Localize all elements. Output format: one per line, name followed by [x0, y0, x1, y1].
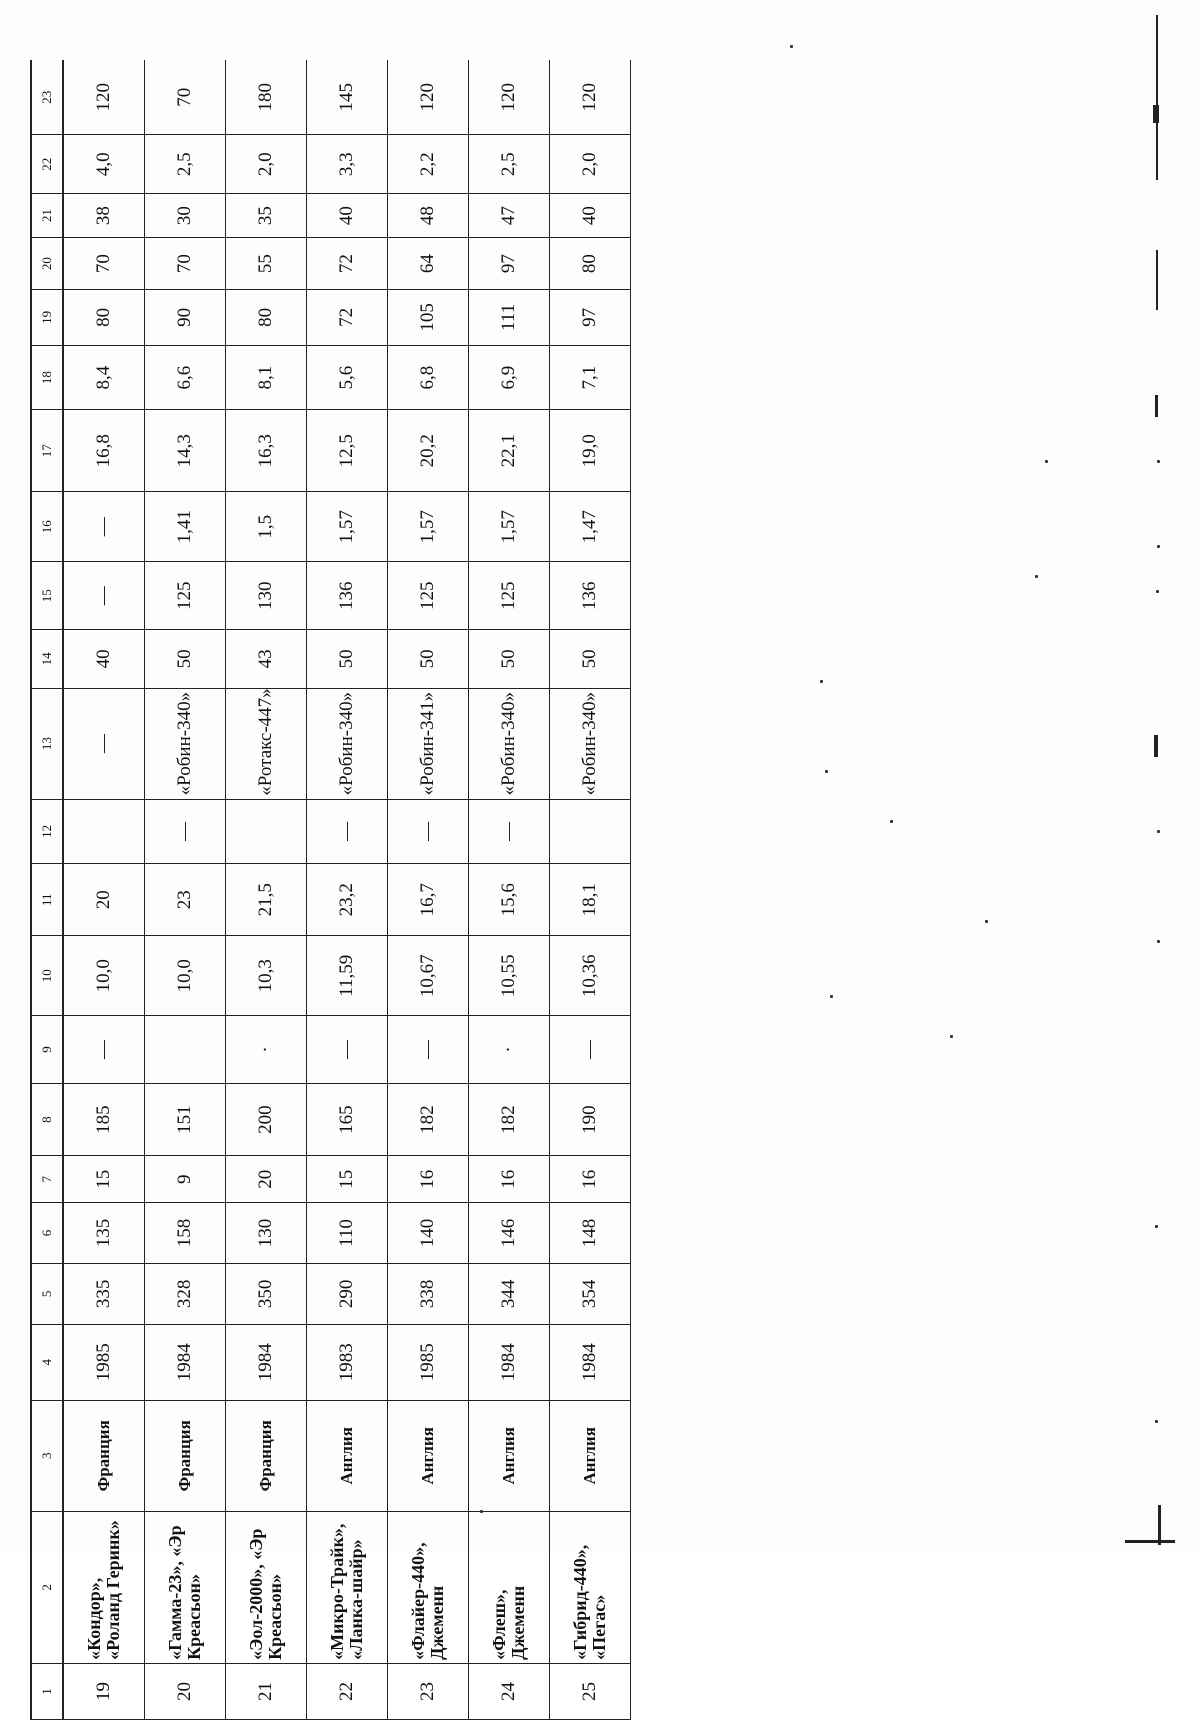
table-cell: Англия	[550, 1400, 631, 1511]
table-cell: 350	[226, 1263, 307, 1324]
scan-line-mark	[1156, 15, 1158, 180]
scan-dot	[1045, 460, 1048, 463]
table-cell: 20,2	[388, 410, 469, 492]
table-cell: 1,57	[388, 492, 469, 562]
table-cell: ·	[469, 1016, 550, 1084]
table-cell: 200	[226, 1083, 307, 1156]
table-cell: 105	[388, 289, 469, 345]
table-cell: 135	[63, 1203, 145, 1264]
table-cell: —	[63, 492, 145, 562]
table-cell: 190	[550, 1083, 631, 1156]
table-cell: «Эол-2000», «Эр Креасьон»	[226, 1511, 307, 1663]
table-cell: 30	[145, 193, 226, 237]
table-cell: 16	[469, 1156, 550, 1203]
table-cell: 8,4	[63, 345, 145, 409]
table-cell: 338	[388, 1263, 469, 1324]
table-row	[469, 60, 550, 1720]
table-cell: 125	[388, 562, 469, 630]
column-header-17: 17	[31, 410, 63, 492]
table-cell: 1,5	[226, 492, 307, 562]
table-cell: «Микро-Трайк», «Ланка-шайр»	[307, 1511, 388, 1663]
table-cell: Франция	[145, 1400, 226, 1511]
table-cell: 1984	[145, 1324, 226, 1400]
table-cell: 21	[226, 1663, 307, 1719]
scan-dot	[1035, 575, 1038, 578]
table-cell: ·	[226, 1016, 307, 1084]
table-cell: 1985	[388, 1324, 469, 1400]
table-cell: 55	[226, 238, 307, 289]
table-cell: 70	[145, 238, 226, 289]
table-cell: 1984	[226, 1324, 307, 1400]
table-cell: 165	[307, 1083, 388, 1156]
table-cell: 9	[145, 1156, 226, 1203]
table-cell: 335	[63, 1263, 145, 1324]
table-cell: 23,2	[307, 864, 388, 937]
table-cell: 145	[307, 60, 388, 135]
table-row	[550, 60, 631, 1720]
table-cell: 1,41	[145, 492, 226, 562]
table-cell: 290	[307, 1263, 388, 1324]
table-cell: 130	[226, 562, 307, 630]
table-cell: 47	[469, 193, 550, 237]
scan-corner-mark	[1158, 1505, 1161, 1545]
table-cell: 136	[550, 562, 631, 630]
table-cell: 1,57	[469, 492, 550, 562]
table-cell: 10,3	[226, 936, 307, 1016]
header-row	[31, 60, 63, 1720]
table-cell: 10,0	[63, 936, 145, 1016]
table-cell: 16,8	[63, 410, 145, 492]
table-cell: 40	[550, 193, 631, 237]
table-cell: «Кондор», «Роланд Геринк»	[63, 1511, 145, 1663]
table-cell: 354	[550, 1263, 631, 1324]
scan-dot	[950, 1035, 953, 1038]
table-cell: —	[307, 799, 388, 863]
table-cell: 80	[63, 289, 145, 345]
table-cell: 19,0	[550, 410, 631, 492]
column-header-5: 5	[31, 1263, 63, 1324]
table-cell: «Робин-340»	[469, 688, 550, 799]
table-cell: —	[63, 562, 145, 630]
table-cell: —	[550, 1016, 631, 1084]
column-header-10: 10	[31, 936, 63, 1016]
column-header-3: 3	[31, 1400, 63, 1511]
table-cell: 120	[388, 60, 469, 135]
scan-dot	[890, 820, 893, 823]
table-cell: 20	[226, 1156, 307, 1203]
table-cell: 70	[63, 238, 145, 289]
table-cell: 16,7	[388, 864, 469, 937]
scan-dot	[985, 920, 988, 923]
table-cell: 40	[63, 630, 145, 688]
table-row	[307, 60, 388, 1720]
table-row	[63, 60, 145, 1720]
table-cell: 50	[469, 630, 550, 688]
table-cell: 148	[550, 1203, 631, 1264]
table-cell: 120	[63, 60, 145, 135]
table-cell: 328	[145, 1263, 226, 1324]
column-header-9: 9	[31, 1016, 63, 1084]
table-cell	[145, 1016, 226, 1084]
table-cell: 2,0	[226, 135, 307, 193]
table-cell: «Робин-340»	[550, 688, 631, 799]
table-cell: 22,1	[469, 410, 550, 492]
table-cell	[226, 799, 307, 863]
column-header-6: 6	[31, 1203, 63, 1264]
table-cell: 43	[226, 630, 307, 688]
table-cell: —	[145, 799, 226, 863]
table-cell: 20	[145, 1663, 226, 1719]
column-header-22: 22	[31, 135, 63, 193]
table-cell: 72	[307, 238, 388, 289]
table-cell: 50	[550, 630, 631, 688]
table-cell: 6,9	[469, 345, 550, 409]
table-cell: 90	[145, 289, 226, 345]
column-header-12: 12	[31, 799, 63, 863]
table-cell: 16	[550, 1156, 631, 1203]
scan-blot-mark	[1153, 105, 1159, 123]
table-cell: 125	[145, 562, 226, 630]
table-cell: 18,1	[550, 864, 631, 937]
table-cell: Англия	[307, 1400, 388, 1511]
table-cell: 15	[63, 1156, 145, 1203]
table-cell: 130	[226, 1203, 307, 1264]
table-cell	[550, 799, 631, 863]
table-cell: 35	[226, 193, 307, 237]
table-cell: 10,0	[145, 936, 226, 1016]
table-cell: —	[307, 1016, 388, 1084]
table-cell: —	[388, 799, 469, 863]
table-cell: 10,36	[550, 936, 631, 1016]
scan-line-mark	[1155, 395, 1158, 417]
table-cell: Англия	[469, 1400, 550, 1511]
column-header-1: 1	[31, 1663, 63, 1719]
table-cell: 2,5	[145, 135, 226, 193]
table-cell: 120	[550, 60, 631, 135]
table-cell: 1983	[307, 1324, 388, 1400]
table-cell: 344	[469, 1263, 550, 1324]
table-cell: 38	[63, 193, 145, 237]
table-cell: 180	[226, 60, 307, 135]
table-cell: 6,8	[388, 345, 469, 409]
scan-dot	[1155, 1225, 1158, 1228]
table-cell: Франция	[63, 1400, 145, 1511]
table-cell: 22	[307, 1663, 388, 1719]
column-header-2: 2	[31, 1511, 63, 1663]
table-cell: 111	[469, 289, 550, 345]
table-cell: —	[63, 688, 145, 799]
table-cell: 140	[388, 1203, 469, 1264]
scan-blot-mark	[1154, 735, 1158, 757]
column-header-4: 4	[31, 1324, 63, 1400]
scan-dot	[1157, 460, 1160, 463]
table-cell: 48	[388, 193, 469, 237]
table-cell: 7,1	[550, 345, 631, 409]
rotated-table-container	[30, 60, 730, 1720]
table-cell: 1984	[469, 1324, 550, 1400]
table-cell: 97	[469, 238, 550, 289]
table-cell: 10,67	[388, 936, 469, 1016]
table-cell: 23	[145, 864, 226, 937]
table-row	[145, 60, 226, 1720]
column-header-8: 8	[31, 1083, 63, 1156]
table-cell: «Робин-340»	[145, 688, 226, 799]
column-header-15: 15	[31, 562, 63, 630]
scan-dot	[1156, 590, 1159, 593]
table-cell: 3,3	[307, 135, 388, 193]
table-cell: «Гибрид-440», «Пегас»	[550, 1511, 631, 1663]
table-cell: 1,57	[307, 492, 388, 562]
table-cell: 185	[63, 1083, 145, 1156]
table-cell: 50	[307, 630, 388, 688]
column-header-16: 16	[31, 492, 63, 562]
column-header-14: 14	[31, 630, 63, 688]
table-cell: 50	[388, 630, 469, 688]
table-cell: —	[469, 799, 550, 863]
table-cell: 12,5	[307, 410, 388, 492]
table-cell: 2,2	[388, 135, 469, 193]
scan-dot	[480, 1510, 483, 1513]
table-cell: 136	[307, 562, 388, 630]
table-cell: «Флеш», Джеменн	[469, 1511, 550, 1663]
table-cell: 21,5	[226, 864, 307, 937]
column-header-23: 23	[31, 60, 63, 135]
scan-line-mark	[1156, 250, 1158, 310]
table-cell: 1985	[63, 1324, 145, 1400]
table-cell: 182	[388, 1083, 469, 1156]
table-cell: 6,6	[145, 345, 226, 409]
table-cell: 110	[307, 1203, 388, 1264]
table-cell: 1,47	[550, 492, 631, 562]
table-cell: 146	[469, 1203, 550, 1264]
table-cell: 5,6	[307, 345, 388, 409]
table-cell: 50	[145, 630, 226, 688]
scan-dot	[1157, 940, 1160, 943]
table-cell: 151	[145, 1083, 226, 1156]
table-body	[63, 60, 631, 1720]
column-header-7: 7	[31, 1156, 63, 1203]
scan-dot	[820, 680, 823, 683]
table-cell: 2,0	[550, 135, 631, 193]
table-row	[226, 60, 307, 1720]
table-cell: 8,1	[226, 345, 307, 409]
table-cell: 4,0	[63, 135, 145, 193]
scan-dot	[1157, 545, 1160, 548]
table-cell: 19	[63, 1663, 145, 1719]
table-row	[388, 60, 469, 1720]
table-cell: 97	[550, 289, 631, 345]
table-cell: «Ротакс-447»	[226, 688, 307, 799]
column-header-20: 20	[31, 238, 63, 289]
table-cell: 16,3	[226, 410, 307, 492]
table-cell: «Флайер-440», Джеменн	[388, 1511, 469, 1663]
scan-dot	[790, 45, 793, 48]
column-header-13: 13	[31, 688, 63, 799]
table-cell: «Робин-341»	[388, 688, 469, 799]
scan-corner-mark	[1125, 1540, 1175, 1543]
scan-dot	[825, 770, 828, 773]
table-cell: 80	[550, 238, 631, 289]
table-cell: 182	[469, 1083, 550, 1156]
table-cell: 15,6	[469, 864, 550, 937]
column-header-18: 18	[31, 345, 63, 409]
table-cell: 10,55	[469, 936, 550, 1016]
table-cell: «Робин-340»	[307, 688, 388, 799]
table-cell: 125	[469, 562, 550, 630]
table-cell: 15	[307, 1156, 388, 1203]
table-cell: 40	[307, 193, 388, 237]
table-cell: Франция	[226, 1400, 307, 1511]
table-cell: 16	[388, 1156, 469, 1203]
table-cell: 1984	[550, 1324, 631, 1400]
specifications-table	[30, 60, 631, 1720]
table-cell: 70	[145, 60, 226, 135]
column-header-11: 11	[31, 864, 63, 937]
table-cell: 158	[145, 1203, 226, 1264]
table-cell: 120	[469, 60, 550, 135]
table-cell: 14,3	[145, 410, 226, 492]
table-cell	[63, 799, 145, 863]
table-cell: —	[388, 1016, 469, 1084]
table-cell: 24	[469, 1663, 550, 1719]
table-cell: 20	[63, 864, 145, 937]
table-cell: 2,5	[469, 135, 550, 193]
scan-dot	[1155, 1420, 1158, 1423]
table-cell: 23	[388, 1663, 469, 1719]
table-cell: —	[63, 1016, 145, 1084]
scan-dot	[830, 995, 833, 998]
table-cell: 72	[307, 289, 388, 345]
table-cell: 64	[388, 238, 469, 289]
column-header-19: 19	[31, 289, 63, 345]
table-cell: «Гамма-23», «Эр Креасьон»	[145, 1511, 226, 1663]
column-header-21: 21	[31, 193, 63, 237]
table-cell: 80	[226, 289, 307, 345]
table-cell: 25	[550, 1663, 631, 1719]
scan-dot	[1157, 830, 1160, 833]
table-cell: 11,59	[307, 936, 388, 1016]
table-cell: Англия	[388, 1400, 469, 1511]
